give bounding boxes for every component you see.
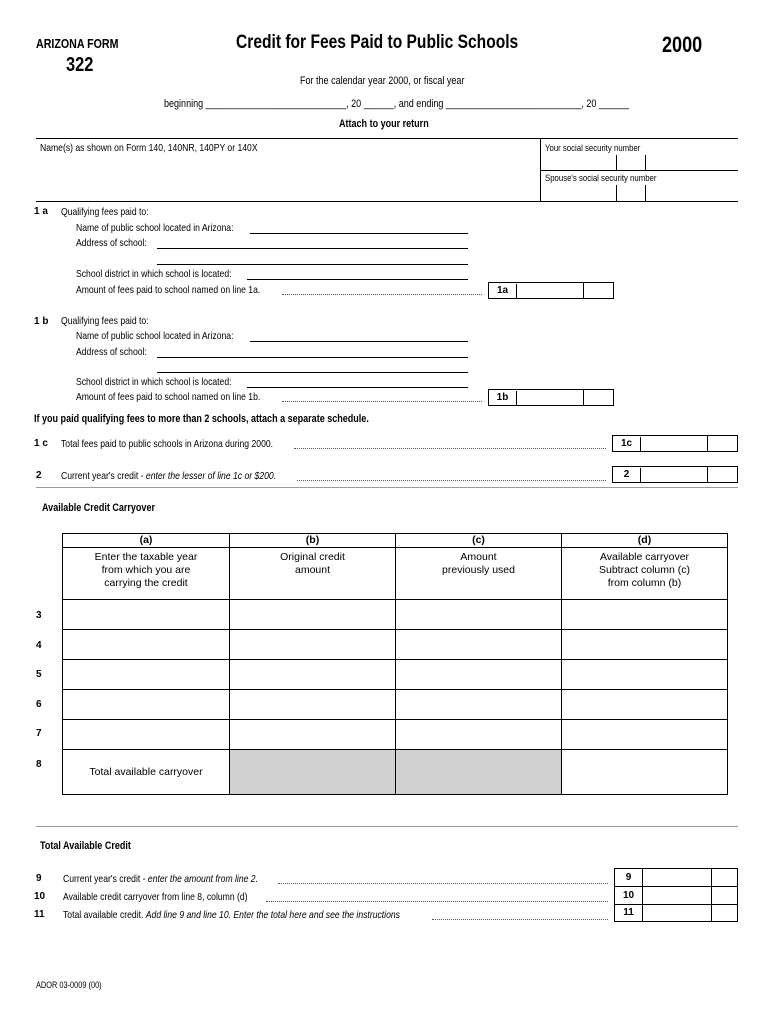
row-7-col-a[interactable] [63,720,230,750]
form-title: Credit for Fees Paid to Public Schools [236,32,519,53]
line-1a-district-input[interactable] [247,279,468,280]
column-a-head: (a) [63,534,230,548]
line-2-box-label: 2 [613,468,641,482]
name-block-top-rule [36,138,738,139]
line-9-label: Current year's credit - enter the amount from line 2. [63,873,258,885]
total-credit-section-title: Total Available Credit [40,840,131,852]
row-number-8: 8 [36,759,42,770]
line-1b-amount-label: Amount of fees paid to school named on line 1b. [76,391,261,403]
table-row [63,660,728,690]
spouse-ssn-label: Spouse's social security number [545,173,657,184]
line-1b-intro: Qualifying fees paid to: [61,315,149,327]
total-carryover-row [63,750,728,795]
line-1a-number: 1 a [34,206,48,217]
line-1b-number: 1 b [34,316,49,327]
taxpayer-name-label: Name(s) as shown on Form 140, 140NR, 140PY or 140X [40,142,258,154]
carryover-table [62,533,728,795]
line-1c-number: 1 c [34,438,48,449]
line-1a-address-input[interactable] [157,248,468,249]
line-1b-address-label: Address of school: [76,346,147,358]
line-1a-school-name-input[interactable] [250,233,468,234]
name-block-bottom-rule [36,201,738,202]
total-carryover-label: Total available carryover [63,750,230,795]
row-number-5: 5 [36,669,42,680]
row-5-col-a[interactable] [63,660,230,690]
column-c-head: (c) [396,534,562,548]
row-number-7: 7 [36,728,42,739]
row-3-col-b[interactable] [230,600,396,630]
line-1b-amount-box[interactable] [488,389,614,406]
ssn-label: Your social security number [545,143,641,154]
section-divider-2 [36,826,738,827]
row-4-col-b[interactable] [230,630,396,660]
calendar-year-line: For the calendar year 2000, or fiscal year [300,75,465,87]
row-7-col-b[interactable] [230,720,396,750]
line-10-label: Available credit carryover from line 8, column (d) [63,891,248,903]
line-11-amount-input[interactable] [643,905,737,921]
line-1b-address-input[interactable] [157,357,468,358]
line-2-number: 2 [36,470,42,481]
line-1b-school-name-input[interactable] [250,341,468,342]
line-2-label: Current year's credit - enter the lesser of line 1c or $200. [61,470,277,482]
line-1b-district-label: School district in which school is located: [76,376,232,388]
carryover-section-title: Available Credit Carryover [42,502,155,514]
line-1b-school-name-label: Name of public school located in Arizona: [76,330,234,342]
line-1b-district-input[interactable] [247,387,468,388]
row-6-col-a[interactable] [63,690,230,720]
line-10-box-label: 10 [622,890,635,901]
row-5-col-c[interactable] [396,660,562,690]
line-1a-box-label: 1a [489,284,517,298]
line-1c-amount-box[interactable] [612,435,738,452]
taxpayer-name-field[interactable] [40,142,538,202]
line-11-label: Total available credit. Add line 9 and line 10. Enter the total here and see the instructions [63,909,400,921]
row-4-col-a[interactable] [63,630,230,660]
ssn-field[interactable] [541,155,738,171]
row-number-4: 4 [36,640,42,651]
table-row [63,690,728,720]
line-10-number: 10 [34,891,46,902]
column-c-desc: Amount previously used [396,548,562,600]
form-label: ARIZONA FORM [36,36,119,51]
column-d-desc: Available carryover Subtract column (c) from column (b) [562,548,728,600]
row-6-col-b[interactable] [230,690,396,720]
line-2-amount-box[interactable] [612,466,738,483]
line-1c-label: Total fees paid to public schools in Arizona during 2000. [61,438,274,450]
table-row [63,600,728,630]
row-3-col-d[interactable] [562,600,728,630]
row-8-col-c-shaded [396,750,562,795]
line-1c-box-label: 1c [613,437,641,451]
multiple-schools-note: If you paid qualifying fees to more than 2 schools, attach a separate schedule. [34,413,369,425]
row-6-col-d[interactable] [562,690,728,720]
form-number: 322 [66,54,94,76]
row-5-col-b[interactable] [230,660,396,690]
line-1b-box-label: 1b [489,391,517,405]
line-1b-address-input-2[interactable] [157,372,468,373]
row-5-col-d[interactable] [562,660,728,690]
line-1a-amount-box[interactable] [488,282,614,299]
row-8-col-d[interactable] [562,750,728,795]
line-10-amount-input[interactable] [643,887,737,904]
line-9-number: 9 [36,873,42,884]
column-b-desc: Original credit amount [230,548,396,600]
form-year: 2000 [662,32,703,57]
line-9-box-label: 9 [625,872,632,883]
line-1a-amount-label: Amount of fees paid to school named on line 1a. [76,284,261,296]
line-9-amount-input[interactable] [643,869,737,886]
line-1a-district-label: School district in which school is located: [76,268,232,280]
fiscal-period-line[interactable]: beginning ____________________________, 20 ______, and ending ___________________________, 20 ______ [164,98,630,110]
line-11-box-label: 11 [623,907,634,918]
spouse-ssn-field[interactable] [541,185,738,201]
row-6-col-c[interactable] [396,690,562,720]
attach-instruction: Attach to your return [339,118,429,130]
row-number-3: 3 [36,610,42,621]
carryover-header-row [63,534,728,548]
line-1a-school-name-label: Name of public school located in Arizona: [76,222,234,234]
table-row [63,720,728,750]
table-row [63,630,728,660]
row-7-col-d[interactable] [562,720,728,750]
column-d-head: (d) [562,534,728,548]
line-1a-address-input-2[interactable] [157,264,468,265]
line-11-number: 11 [34,909,45,920]
section-divider-1 [36,487,738,488]
line-1a-address-label: Address of school: [76,237,147,249]
row-3-col-a[interactable] [63,600,230,630]
line-1a-intro: Qualifying fees paid to: [61,206,149,218]
row-4-col-d[interactable] [562,630,728,660]
row-3-col-c[interactable] [396,600,562,630]
column-a-desc: Enter the taxable year from which you are carrying the credit [63,548,230,600]
row-8-col-b-shaded [230,750,396,795]
row-number-6: 6 [36,699,42,710]
column-b-head: (b) [230,534,396,548]
row-7-col-c[interactable] [396,720,562,750]
carryover-desc-row [63,548,728,600]
lines-9-11-amount-boxes [614,868,738,922]
row-4-col-c[interactable] [396,630,562,660]
form-code: ADOR 03-0009 (00) [36,980,102,990]
